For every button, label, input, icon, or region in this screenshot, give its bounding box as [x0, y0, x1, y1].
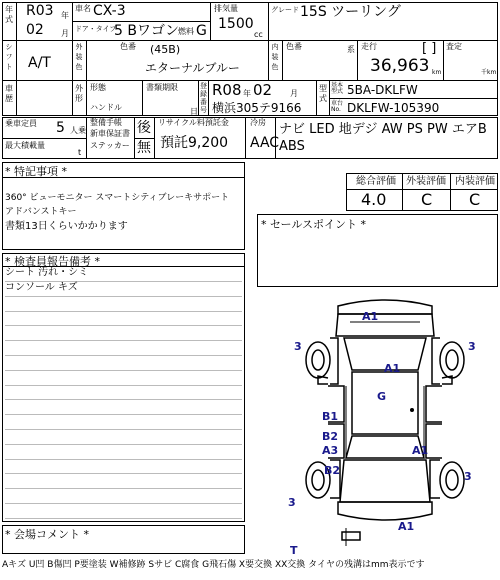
damage-mark: B2 — [322, 430, 339, 443]
displacement: 1500 — [218, 16, 254, 32]
ruled-line — [5, 355, 242, 356]
cert-expiry-year: R08 — [212, 81, 242, 99]
special-notes-box — [2, 162, 245, 250]
grade: 15S ツーリング — [300, 4, 401, 20]
ruled-line — [5, 399, 242, 400]
ruled-line — [5, 429, 242, 430]
ruled-line — [5, 370, 242, 371]
damage-mark: 3 — [294, 340, 302, 353]
damage-mark: 3 — [464, 470, 472, 483]
damage-mark: A1 — [384, 362, 401, 375]
year-era: R03 — [26, 3, 54, 19]
equipment: ナビ LED 地デジ AW PS PW エアB ABS — [279, 122, 487, 154]
ruled-line — [5, 385, 242, 386]
air-conditioner: AAC — [250, 135, 280, 151]
inspector-note-line: コンソール キズ — [5, 282, 78, 293]
damage-mark: A1 — [362, 310, 379, 323]
special-notes-title: * 特記事項 * — [5, 165, 67, 178]
total-rating: 4.0 — [361, 190, 387, 209]
year-month: 02 — [26, 22, 44, 38]
damage-mark: B1 — [322, 410, 339, 423]
ruled-line — [5, 473, 242, 474]
ruled-line — [5, 444, 242, 445]
special-note-line: 360° ビューモニター スマートシティブレーキサポート — [5, 193, 230, 203]
venue-comment-box — [2, 525, 245, 554]
interior-rating: C — [469, 190, 481, 209]
door-type: 5 Bワゴン — [114, 23, 179, 39]
damage-mark: 3 — [288, 496, 296, 509]
ruled-line — [5, 340, 242, 341]
color-code: (45B) — [150, 43, 181, 56]
seating-capacity: 5 — [56, 120, 65, 136]
fuel-type: G — [196, 23, 207, 39]
venue-comment-title: * 会場コメント * — [5, 528, 89, 541]
ruled-line — [5, 518, 242, 519]
inspector-notes-title: * 検査員報告備考 * — [5, 255, 100, 268]
shift-type: A/T — [28, 55, 51, 71]
damage-mark: A3 — [322, 444, 339, 457]
ruled-line — [5, 296, 242, 297]
damage-mark: T — [290, 544, 298, 557]
cert-expiry-month: 02 — [253, 81, 273, 99]
ruled-line — [5, 311, 242, 312]
sales-points-box — [257, 214, 498, 287]
special-note-line: 書類13日くらいかかります — [5, 221, 128, 232]
ruled-line — [5, 414, 242, 415]
car-name-label: 車名 — [75, 4, 91, 13]
recycle-deposit: 預託9,200 — [160, 135, 229, 151]
car-name: CX-3 — [93, 3, 126, 19]
ruled-line — [5, 503, 242, 504]
damage-mark: G — [377, 390, 387, 403]
chassis-number: DKLFW-105390 — [347, 101, 440, 115]
damage-legend: Aキズ U凹 B傷凹 P要塗装 W補修跡 Sサビ C腐食 G飛石傷 X要交換 XX交換 タイヤの残溝はmm表示です — [2, 560, 425, 570]
sales-points-title: * セールスポイント * — [261, 218, 367, 231]
mileage: 36,963 — [370, 56, 430, 76]
registration-number: 横浜305テ9166 — [212, 101, 302, 115]
maintenance-book: 後 — [137, 120, 151, 136]
inspector-notes-box — [2, 253, 245, 522]
ruled-line — [5, 459, 242, 460]
damage-mark: A1 — [412, 444, 429, 457]
inspector-note-line: シート 汚れ・シミ — [5, 267, 89, 278]
sticker: 無 — [137, 140, 151, 156]
damage-mark: 3 — [468, 340, 476, 353]
damage-mark: A1 — [398, 520, 415, 533]
car-damage-diagram — [288, 292, 480, 557]
exterior-rating: C — [421, 190, 433, 209]
model-code: 5BA-DKLFW — [347, 83, 418, 97]
ruled-line — [5, 488, 242, 489]
special-note-line: アドバンストキー — [5, 207, 77, 217]
ruled-line — [5, 325, 242, 326]
damage-mark: B2 — [324, 464, 341, 477]
year-label: 年式 — [5, 5, 13, 24]
color-name: エターナルブルー — [145, 61, 240, 75]
